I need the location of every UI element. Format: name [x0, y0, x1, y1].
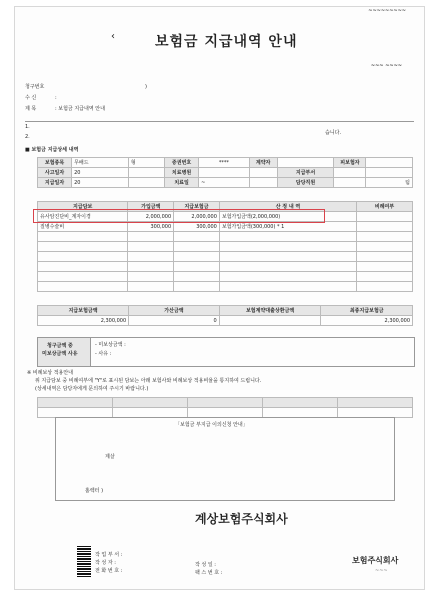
- proportional-line-2: (상세내역은 담당자에게 문의하여 주시기 바랍니다.): [35, 386, 149, 392]
- notice-title: 「보험금 부지급 이의신청 안내」: [175, 422, 248, 428]
- to-value: :: [55, 95, 57, 101]
- header-code: ~~~~~~~~~: [368, 8, 406, 14]
- table-row: [38, 272, 413, 282]
- footer-date: 작 성 일 :: [195, 562, 216, 568]
- table-row: [38, 252, 413, 262]
- footer-writer: 작 성 자 :: [95, 560, 116, 566]
- company-footer-sub: ~~~: [375, 568, 388, 574]
- notice-line-1: 제살: [105, 454, 115, 460]
- back-chevron-icon[interactable]: ‹: [111, 31, 115, 42]
- divider: [25, 121, 414, 122]
- table-row: 유사암진단비_계자이경 2,000,000 2,000,000 보험가입금액(2,000,000): [38, 212, 413, 222]
- line-2: 2.: [25, 134, 30, 140]
- footer-dept: 작 업 부 서 :: [95, 552, 123, 558]
- claim-diff-label-1: 청구금액 중: [47, 343, 73, 349]
- notice-line-2: 홈렉터 ): [85, 488, 104, 494]
- summary-table: [37, 305, 413, 326]
- claim-diff-label-2: 미보상금액 사유: [42, 351, 78, 357]
- table-row: [38, 242, 413, 252]
- section-detail-label: ■ 보험금 지급상세 내역: [25, 147, 79, 153]
- claim-diff-line-1: - 미보상금액 :: [95, 342, 126, 348]
- subject-label: 제 목: [25, 106, 37, 112]
- table-row: [38, 282, 413, 292]
- footer-fax: 팩 스 번 호 :: [195, 570, 223, 576]
- info-row: 사고일자 20 치료병원 지급부서: [38, 168, 413, 178]
- document-page: [14, 6, 425, 590]
- page-title: 보험금 지급내역 안내: [155, 34, 298, 50]
- to-label: 수 신: [25, 95, 37, 101]
- footer-phone: 전 화 번 호 :: [95, 568, 123, 574]
- greeting-end: 습니다.: [325, 130, 342, 136]
- table-row: [38, 408, 413, 418]
- info-row: 보험종목 무배드 형 증권번호 **** 계약자 피보험자: [38, 158, 413, 168]
- claim-diff-box: [37, 337, 415, 367]
- table-row: [38, 262, 413, 272]
- info-row: 지급일자 20 치료일 ~ 담당직원 팀: [38, 178, 413, 188]
- company-footer-name: 보험주식회사: [352, 556, 399, 565]
- table-row: [38, 398, 413, 408]
- subject-value: : 보험금 지급내역 안내: [55, 106, 105, 112]
- proportional-line-1: 위 지급담보 중 비례여부에 "Y"로 표시된 담보는 아래 보험사와 비례보상 적용비율을 통지하여 드립니다.: [35, 378, 262, 384]
- request-no-value: ): [145, 84, 147, 90]
- claim-diff-line-2: - 사유 :: [95, 351, 112, 357]
- info-table: [37, 157, 413, 188]
- request-no-label: 청구번호: [25, 84, 45, 90]
- table-row: 질병수술비 300,000 300,000 보험가입금액(300,000) * 1: [38, 222, 413, 232]
- summary-value-row: 2,300,000 0 2,300,000: [38, 316, 413, 326]
- table-row: [38, 232, 413, 242]
- proportional-table: [37, 397, 413, 418]
- summary-header-row: 지급보험금액 가산금액 보험계약대출상환금액 최종지급보험금: [38, 306, 413, 316]
- detail-header-row: 지급담보 가입금액 지급보험금 산 정 내 역 비례여부: [38, 202, 413, 212]
- company-name: 계상보험주식회사: [195, 512, 288, 526]
- greeting-line: 1.: [25, 124, 30, 130]
- barcode-image: [77, 545, 91, 577]
- highlight-box: [33, 209, 325, 223]
- proportional-title: ※ 비례보상 적용안내: [27, 370, 74, 376]
- stamp-mark: ~~~ ~~~~: [370, 63, 402, 69]
